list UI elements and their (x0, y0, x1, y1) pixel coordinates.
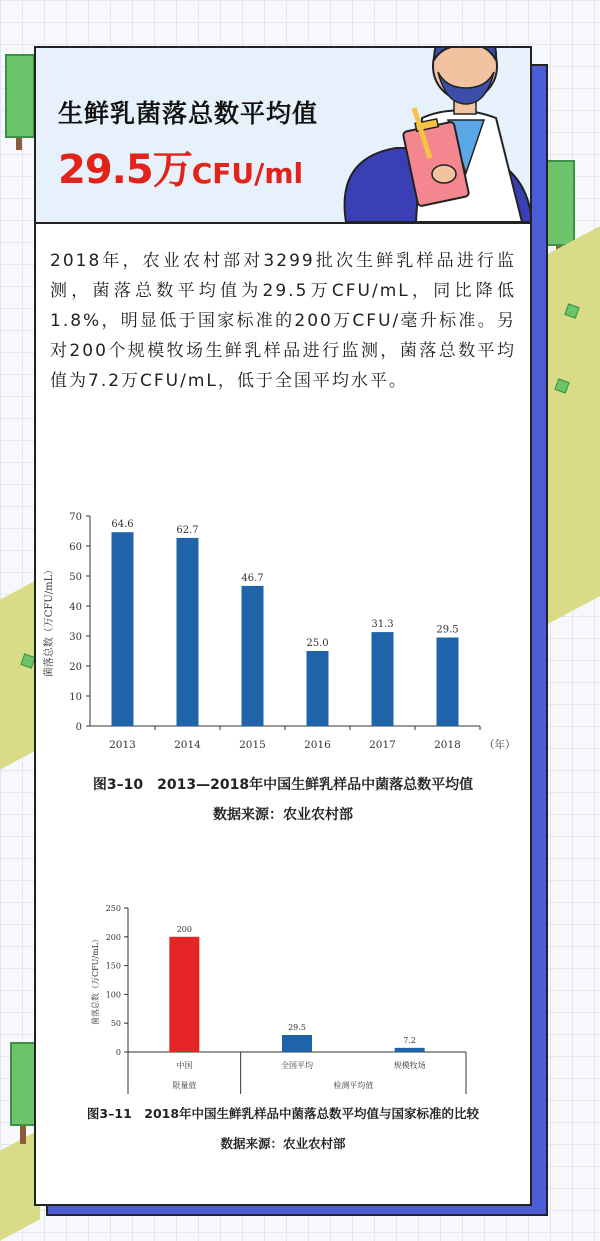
bar-value-label: 31.3 (371, 619, 394, 631)
y-tick-label: 30 (69, 632, 82, 643)
bar-value-label: 29.5 (288, 1023, 306, 1033)
y-tick-label: 10 (69, 692, 82, 703)
chart2-caption: 图3–11 2018年中国生鲜乳样品中菌落总数平均值与国家标准的比较 (86, 1106, 480, 1121)
x-tick-label: 2016 (304, 739, 331, 751)
y-tick-label: 50 (110, 1019, 121, 1029)
x-tick-label: 2013 (109, 739, 136, 751)
x-tick-label: 2017 (369, 739, 396, 751)
bar-2018 (437, 638, 459, 727)
headline-value (58, 138, 303, 195)
page-title: 生鲜乳菌落总数平均值 (58, 99, 319, 128)
chart-annual-colony-count (36, 496, 530, 766)
bar-value-label: 200 (176, 924, 192, 934)
bar-2016 (307, 651, 329, 726)
y-tick-label: 150 (105, 961, 121, 971)
group-label: 检测平均值 (333, 1081, 374, 1090)
chart1-caption: 图3–10 2013—2018年中国生鲜乳样品中菌落总数平均值 (92, 777, 474, 793)
y-tick-label: 200 (105, 932, 121, 942)
x-tick-label: 2014 (174, 739, 201, 751)
grass-left (0, 580, 36, 769)
y-tick-label: 0 (75, 722, 82, 733)
bar-2014 (177, 538, 199, 726)
x-tick-label: 规模牧场 (393, 1061, 426, 1070)
bar-value-label: 29.5 (436, 624, 459, 636)
y-tick-label: 60 (69, 542, 82, 553)
bar-2013 (112, 532, 134, 726)
y-tick-label: 100 (105, 990, 121, 1000)
group-label: 限量值 (172, 1081, 197, 1090)
x-tick-label: 2015 (239, 739, 266, 751)
chart-standard-comparison (36, 890, 530, 1100)
x-tick-label: 全国平均 (281, 1061, 313, 1070)
y-axis-label: 菌落总数（万CFU/mL） (91, 934, 100, 1026)
info-card (34, 46, 532, 1206)
bar-value-label: 46.7 (241, 572, 264, 584)
x-axis-label: （年） (484, 739, 516, 751)
bar-全国平均 (282, 1035, 312, 1052)
bar-2015 (242, 586, 264, 726)
bar-规模牧场 (395, 1048, 425, 1052)
y-tick-label: 50 (69, 572, 82, 583)
bar-2017 (372, 632, 394, 726)
y-tick-label: 20 (69, 662, 82, 673)
header-banner (36, 48, 530, 224)
headline-number: 29.5万 (58, 147, 192, 193)
x-tick-label: 中国 (176, 1061, 193, 1070)
doctor-illustration (326, 48, 530, 222)
chart1-source: 数据来源：农业农村部 (213, 807, 353, 823)
y-tick-label: 250 (105, 904, 121, 913)
grass-right (548, 226, 600, 624)
headline-unit: CFU/ml (191, 157, 304, 190)
bar-value-label: 62.7 (176, 524, 199, 536)
bar-value-label: 25.0 (306, 638, 329, 649)
y-tick-label: 0 (115, 1048, 121, 1057)
chart2-source: 数据来源：农业农村部 (220, 1136, 346, 1151)
bar-value-label: 7.2 (403, 1035, 417, 1045)
x-tick-label: 2018 (434, 739, 461, 751)
bar-中国 (169, 937, 199, 1052)
y-tick-label: 40 (69, 602, 82, 613)
y-axis-label: 菌落总数（万CFU/mL） (44, 564, 55, 678)
y-tick-label: 70 (69, 512, 82, 523)
bar-value-label: 64.6 (111, 519, 134, 531)
intro-paragraph: 2018年，农业农村部对3299批次生鲜乳样品进行监测，菌落总数平均值为29.5万CFU/mL，同比降低1.8%，明显低于国家标准的200万CFU/毫升标准。另对200个规模牧场生鲜乳样品进行监测，菌落总数平均值为7.2万CFU/mL，低于全国平均水平。 (50, 251, 516, 391)
